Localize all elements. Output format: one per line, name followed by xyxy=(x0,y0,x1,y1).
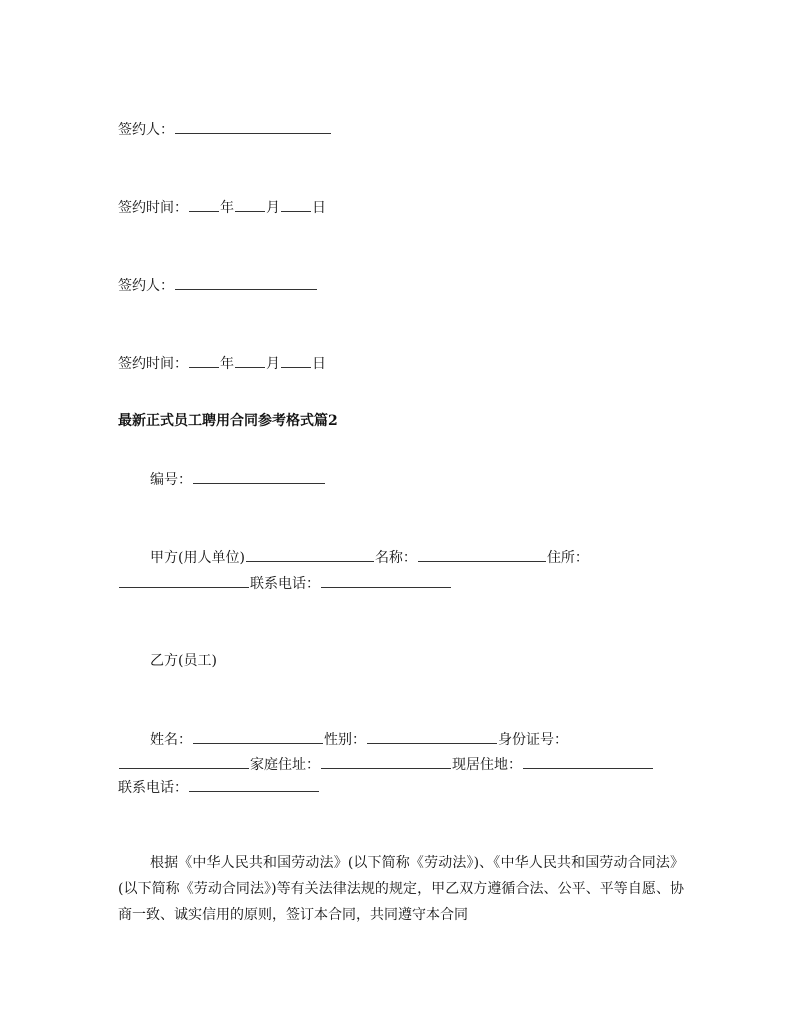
party-b-current-address-blank xyxy=(523,753,653,769)
month-blank xyxy=(235,352,265,368)
party-b-current-address-label: 现居住地： xyxy=(452,757,522,773)
signing-date-line-2 xyxy=(118,352,326,375)
contract-number-line xyxy=(150,468,326,491)
party-b-name-blank xyxy=(193,728,323,744)
party-b-home-address-label: 家庭住址： xyxy=(250,757,320,773)
signer-blank xyxy=(175,118,331,134)
signing-date-line-1 xyxy=(118,196,326,219)
year-blank xyxy=(189,352,219,368)
year-label: 年 xyxy=(220,200,234,216)
party-b-home-address-blank xyxy=(321,753,451,769)
day-blank xyxy=(281,196,311,212)
party-b-line-1 xyxy=(150,728,568,751)
day-blank xyxy=(281,352,311,368)
party-b-line-3 xyxy=(118,776,320,799)
party-a-name-label: 名称： xyxy=(374,550,417,566)
body-paragraph-block xyxy=(118,850,684,928)
month-blank xyxy=(235,196,265,212)
party-b-id-blank xyxy=(119,753,249,769)
party-b-gender-label: 性别： xyxy=(324,732,366,748)
party-a-blank xyxy=(246,546,374,562)
party-b-phone-blank xyxy=(189,776,319,792)
signer-line-2 xyxy=(118,274,318,297)
party-b-gender-blank xyxy=(367,728,497,744)
party-b-phone-label: 联系电话： xyxy=(118,780,188,796)
signing-date-label: 签约时间： xyxy=(118,200,188,216)
party-b-id-label: 身份证号： xyxy=(498,732,568,748)
month-label: 月 xyxy=(266,356,280,372)
party-a-address-label: 住所： xyxy=(546,550,589,566)
party-b-label-line xyxy=(150,650,217,672)
party-a-address-blank xyxy=(119,572,249,588)
party-b-line-2 xyxy=(118,753,654,776)
signer-blank xyxy=(175,274,317,290)
party-a-phone-blank xyxy=(321,572,451,588)
signer-label: 签约人： xyxy=(118,278,174,294)
signing-date-label: 签约时间： xyxy=(118,356,188,372)
section-heading: 最新正式员工聘用合同参考格式篇2 xyxy=(118,413,338,429)
number-blank xyxy=(193,468,325,484)
number-label: 编号： xyxy=(150,472,192,488)
party-a-line-2 xyxy=(118,572,452,595)
day-label: 日 xyxy=(312,200,326,216)
month-label: 月 xyxy=(266,200,280,216)
signer-label: 签约人： xyxy=(118,122,174,138)
party-b-name-label: 姓名： xyxy=(150,732,192,748)
year-label: 年 xyxy=(220,356,234,372)
year-blank xyxy=(189,196,219,212)
day-label: 日 xyxy=(312,356,326,372)
signer-line-1 xyxy=(118,118,332,141)
party-a-line-1 xyxy=(150,546,589,569)
party-b-label: 乙方(员工) xyxy=(150,653,217,669)
party-a-name-blank xyxy=(418,546,546,562)
party-a-phone-label: 联系电话： xyxy=(250,576,320,592)
body-paragraph: 根据《中华人民共和国劳动法》(以下简称《劳动法》)、《中华人民共和国劳动合同法》(以下简称《劳动合同法》)等有关法律法规的规定，甲乙双方遵循合法、公平、平等自愿、协商一致、诚实信用的原则，签订本合同，共同遵守本合同 xyxy=(118,855,684,923)
party-a-label: 甲方(用人单位) xyxy=(150,550,245,566)
